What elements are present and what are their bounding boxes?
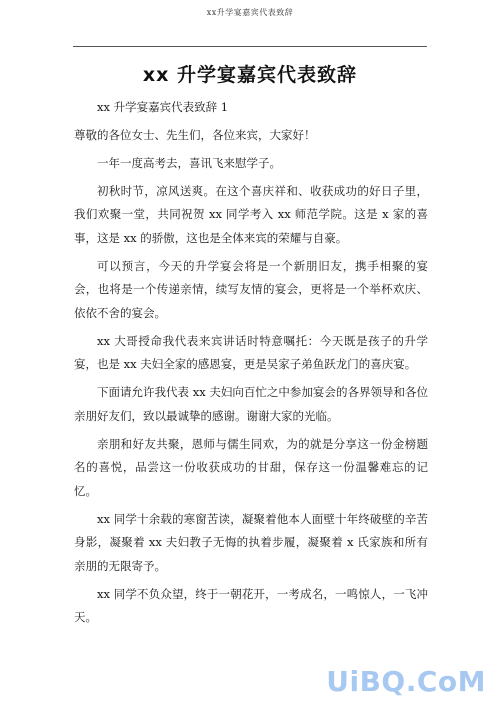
paragraph-greeting: 尊敬的各位女士、先生们，各位来宾，大家好！ xyxy=(74,127,316,142)
paragraph: xx 同学不负众望，终于一朝花开，一考成名，一鸣惊人，一飞冲天。 xyxy=(74,586,428,624)
paragraph: xx 同学十余载的寒窗苦读，凝聚着他本人面壁十年终破壁的辛苦身影，凝聚着 xx 夫妇教子无悔的执着步履，凝聚着 x 氏家族和所有亲朋的无限寄予。 xyxy=(74,511,428,573)
header-divider xyxy=(73,46,427,47)
document-title: xx 升学宴嘉宾代表致辞 xyxy=(142,64,358,86)
paragraph: 初秋时节，凉风送爽。在这个喜庆祥和、收获成功的好日子里，我们欢聚一堂，共同祝贺 xx 同学考入 xx 师范学院。这是 x 家的喜事，这是 xx 的骄傲，这也是全体来宾的荣耀与自豪。 xyxy=(74,183,428,245)
paragraph: 下面请允许我代表 xx 夫妇向百忙之中参加宴会的各界领导和各位亲朋好友们，致以最诚挚的感谢。谢谢大家的光临。 xyxy=(74,385,428,423)
paragraph: 一年一度高考去，喜讯飞来慰学子。 xyxy=(97,155,281,170)
paragraph: 亲朋和好友共聚，恩师与儒生同欢，为的就是分享这一份金榜题名的喜悦，品尝这一份收获成功的甘甜，保存这一份温馨难忘的记忆。 xyxy=(74,436,428,498)
document-subtitle: xx 升学宴嘉宾代表致辞 1 xyxy=(97,100,229,114)
running-header: xx升学宴嘉宾代表致辞 xyxy=(206,8,294,17)
paragraph: xx 大哥授命我代表来宾讲话时特意嘱托：今天既是孩子的升学宴，也是 xx 夫妇全家的感恩宴，更是吴家子弟鱼跃龙门的喜庆宴。 xyxy=(74,333,428,371)
document-body xyxy=(74,96,428,634)
paragraph: 可以预言，今天的升学宴会将是一个新朋旧友，携手相聚的宴会，也将是一个传递亲情，续写友情的宴会，更将是一个举杯欢庆、依依不舍的宴会。 xyxy=(74,258,428,320)
site-watermark: UiBQ.CoM xyxy=(326,665,486,698)
